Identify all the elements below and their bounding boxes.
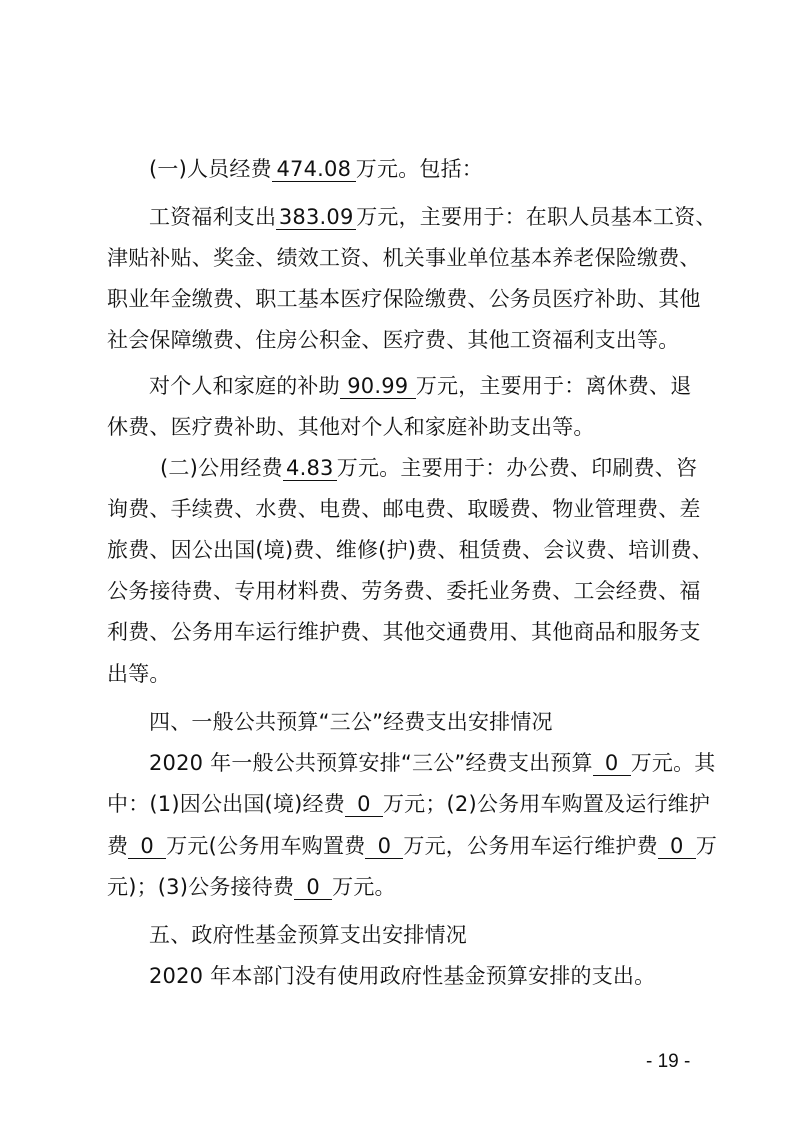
public-expense-line-4: 公务接待费、专用材料费、劳务费、委托业务费、工会经费、福 (107, 579, 701, 603)
salary-label: 工资福利支出 (149, 205, 277, 229)
public-expense-amount: 4.83 (283, 456, 337, 481)
personnel-amount: 474.08 (272, 157, 356, 182)
three-public-amount: 0 (593, 751, 631, 776)
vehicle-label: 万元；(2)公务用车购置及运行维护 (382, 792, 711, 816)
three-public-line-3 (107, 832, 717, 860)
three-public-line-4 (107, 873, 396, 901)
reception-amount: 0 (294, 875, 332, 900)
public-expense-line-2: 询费、手续费、水费、电费、邮电费、取暖费、物业管理费、差 (107, 497, 701, 521)
salary-line-3: 职业年金缴费、职工基本医疗保险缴费、公务员医疗补助、其他 (107, 287, 701, 311)
vehicle-operation-amount: 0 (658, 834, 696, 859)
salary-line-2: 津贴补贴、奖金、绩效工资、机关事业单位基本养老保险缴费、 (107, 246, 701, 270)
overseas-label: 中：(1)因公出国(境)经费 (107, 792, 345, 816)
public-expense-line-3: 旅费、因公出国(境)费、维修(护)费、租赁费、会议费、培训费、 (107, 538, 713, 562)
page-number: - 19 - (646, 1051, 691, 1072)
three-public-label: 2020 年一般公共预算安排“三公”经费支出预算 (149, 751, 593, 775)
salary-suffix: 万元，主要用于：在职人员基本工资、 (356, 205, 717, 229)
salary-line-4: 社会保障缴费、住房公积金、医疗费、其他工资福利支出等。 (107, 328, 680, 352)
section-heading-5: 五、政府性基金预算支出安排情况 (149, 923, 467, 947)
subsidy-suffix: 万元，主要用于：离休费、退 (415, 374, 692, 398)
public-expense-suffix: 万元。主要用于：办公费、印刷费、咨 (336, 456, 698, 480)
vehicle-operation-suffix: 万 (695, 834, 718, 858)
personnel-suffix: 万元。包括： (355, 157, 483, 181)
subsidy-line-1 (149, 372, 691, 400)
reception-suffix: 万元。 (332, 875, 396, 899)
section-heading-4: 四、一般公共预算“三公”经费支出安排情况 (149, 710, 553, 734)
gov-fund-statement: 2020 年本部门没有使用政府性基金预算安排的支出。 (149, 964, 656, 988)
vehicle-fee-label: 费 (107, 834, 129, 858)
three-public-suffix: 万元。其 (630, 751, 716, 775)
vehicle-total-amount: 0 (128, 834, 166, 859)
vehicle-operation-label: 万元，公务用车运行维护费 (403, 834, 658, 858)
vehicle-purchase-label: 万元(公务用车购置费 (166, 834, 366, 858)
public-expense-line-5: 利费、公务用车运行维护费、其他交通费用、其他商品和服务支 (107, 620, 701, 644)
reception-label: 元)；(3)公务接待费 (107, 875, 295, 899)
public-expense-line-6: 出等。 (107, 662, 171, 686)
salary-line-1 (149, 203, 717, 231)
personnel-label: (一)人员经费 (149, 157, 272, 181)
salary-amount: 383.09 (276, 205, 356, 230)
three-public-line-1 (149, 749, 716, 777)
overseas-amount: 0 (345, 792, 383, 817)
three-public-line-2 (107, 790, 710, 818)
subsidy-line-2: 休费、医疗费补助、其他对个人和家庭补助支出等。 (107, 415, 595, 439)
personnel-expense-line (149, 155, 483, 183)
subsidy-amount: 90.99 (340, 374, 416, 399)
subsidy-label: 对个人和家庭的补助 (149, 374, 340, 398)
vehicle-purchase-amount: 0 (365, 834, 403, 859)
public-expense-label: (二)公用经费 (160, 456, 283, 480)
public-expense-line-1 (160, 454, 697, 482)
